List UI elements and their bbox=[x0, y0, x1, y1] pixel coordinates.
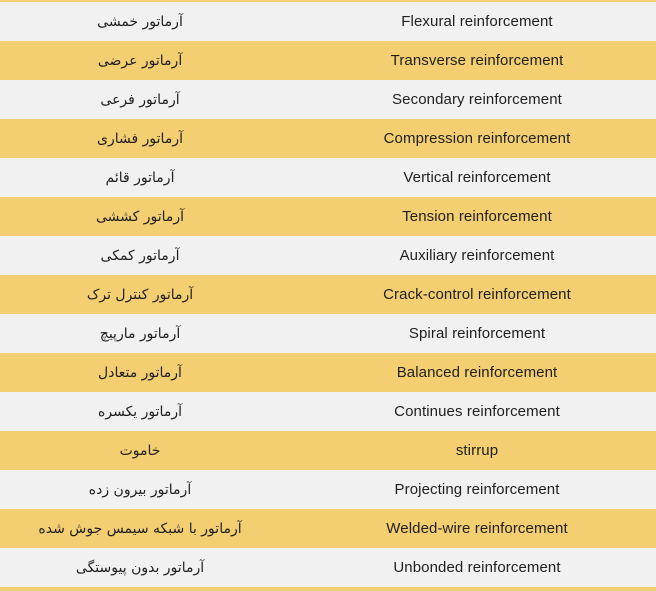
table-row bbox=[0, 158, 656, 197]
table-row bbox=[0, 314, 656, 353]
table-row bbox=[0, 275, 656, 314]
table-row bbox=[0, 197, 656, 236]
table-row bbox=[0, 353, 656, 392]
persian-term: آرماتور بیرون زده bbox=[88, 481, 192, 498]
english-term: Spiral reinforcement bbox=[408, 325, 546, 342]
persian-term: آرماتور با شبکه سیمس جوش شده bbox=[38, 520, 242, 537]
table-row bbox=[0, 80, 656, 119]
persian-term: آرماتور عرضی bbox=[97, 52, 183, 69]
persian-term: آرماتور کمکی bbox=[100, 247, 180, 264]
persian-term: آرماتور متعادل bbox=[98, 364, 182, 381]
english-term: Flexural reinforcement bbox=[401, 13, 553, 30]
english-term: Crack-control reinforcement bbox=[383, 286, 571, 303]
english-term: Unbonded reinforcement bbox=[393, 559, 561, 576]
english-term: Compression reinforcement bbox=[383, 130, 571, 147]
english-term: Balanced reinforcement bbox=[396, 364, 558, 381]
table-row bbox=[0, 41, 656, 80]
english-term: Projecting reinforcement bbox=[394, 481, 560, 498]
persian-term: آرماتور خمشی bbox=[97, 13, 183, 30]
table-row bbox=[0, 548, 656, 587]
english-term: Vertical reinforcement bbox=[403, 169, 551, 186]
english-term: Welded-wire reinforcement bbox=[386, 520, 568, 537]
persian-term: آرماتور مارپیچ bbox=[99, 325, 181, 342]
table-row bbox=[0, 392, 656, 431]
persian-term: آرماتور یکسره bbox=[98, 403, 182, 420]
english-term: stirrup bbox=[455, 442, 499, 459]
english-term: Secondary reinforcement bbox=[392, 91, 562, 108]
persian-term: آرماتور فرعی bbox=[100, 91, 180, 108]
table-row bbox=[0, 119, 656, 158]
table-row bbox=[0, 431, 656, 470]
english-term: Continues reinforcement bbox=[394, 403, 560, 420]
english-term: Auxiliary reinforcement bbox=[399, 247, 555, 264]
persian-term: خاموت bbox=[119, 442, 161, 459]
table-bottom-border bbox=[0, 587, 656, 591]
persian-term: آرماتور کششی bbox=[95, 208, 185, 225]
persian-term: آرماتور کنترل ترک bbox=[86, 286, 194, 303]
persian-term: آرماتور بدون پیوستگی bbox=[75, 559, 205, 576]
english-term: Tension reinforcement bbox=[402, 208, 552, 225]
persian-term: آرماتور فشاری bbox=[97, 130, 183, 147]
table-row bbox=[0, 509, 656, 548]
persian-term: آرماتور قائم bbox=[105, 169, 175, 186]
table-row bbox=[0, 470, 656, 509]
table-row bbox=[0, 236, 656, 275]
english-term: Transverse reinforcement bbox=[390, 52, 564, 69]
table-row bbox=[0, 2, 656, 41]
